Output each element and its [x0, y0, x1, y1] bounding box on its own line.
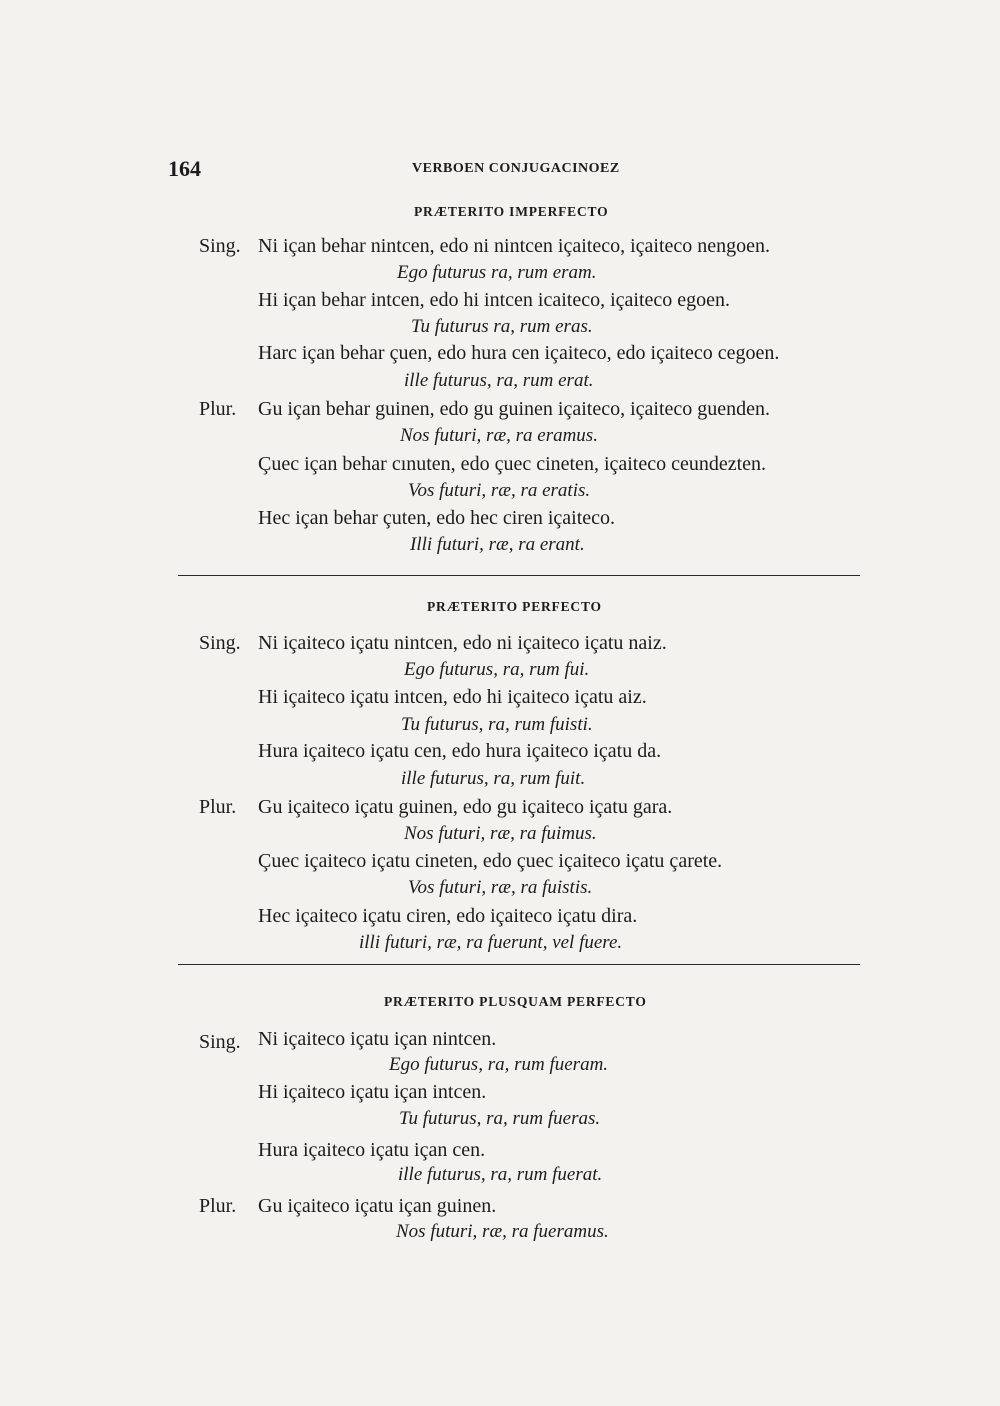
- row-label: Sing.: [199, 632, 241, 654]
- latin-line: ille futurus, ra, rum fuerat.: [398, 1164, 603, 1185]
- basque-line: Hi içan behar intcen, edo hi intcen icaiteco, içaiteco egoen.: [258, 289, 731, 311]
- latin-line: Tu futurus, ra, rum fueras.: [399, 1108, 601, 1129]
- basque-line: Ni içaiteco içatu nintcen, edo ni içaiteco içatu naiz.: [258, 632, 667, 654]
- latin-line: Tu futurus, ra, rum fuisti.: [401, 714, 593, 735]
- latin-line: Tu futurus ra, rum eras.: [411, 316, 593, 337]
- basque-line: Gu içaiteco içatu guinen, edo gu içaiteco içatu gara.: [258, 796, 673, 818]
- latin-line: Nos futuri, ræ, ra fueramus.: [396, 1221, 609, 1242]
- latin-line: Ego futurus ra, rum eram.: [397, 262, 597, 283]
- basque-line: Harc içan behar çuen, edo hura cen içaiteco, edo içaiteco cegoen.: [258, 342, 780, 364]
- basque-line: Çuec içan behar cınuten, edo çuec cineten, içaiteco ceundezten.: [258, 453, 767, 475]
- latin-line: Vos futuri, ræ, ra eratis.: [408, 480, 591, 501]
- basque-line: Gu içan behar guinen, edo gu guinen içaiteco, içaiteco guenden.: [258, 398, 771, 420]
- row-label: Sing.: [199, 235, 241, 257]
- basque-line: Hura içaiteco içatu içan cen.: [258, 1139, 486, 1161]
- section-title-plusquam-perfecto: PRÆTERITO PLUSQUAM PERFECTO: [384, 994, 647, 1009]
- latin-line: Nos futuri, ræ, ra fuimus.: [404, 823, 597, 844]
- latin-line: Vos futuri, ræ, ra fuistis.: [408, 877, 593, 898]
- basque-line: Hi içaiteco içatu içan intcen.: [258, 1081, 487, 1103]
- section-title-perfecto: PRÆTERITO PERFECTO: [427, 599, 602, 614]
- row-label: Plur.: [199, 398, 237, 420]
- basque-line: Gu içaiteco içatu içan guinen.: [258, 1195, 497, 1217]
- section-title-imperfecto: PRÆTERITO IMPERFECTO: [414, 204, 609, 219]
- row-label: Plur.: [199, 1195, 237, 1217]
- basque-line: Çuec içaiteco içatu cineten, edo çuec içaiteco içatu çarete.: [258, 850, 723, 872]
- row-label: Sing.: [199, 1031, 241, 1053]
- section-divider: [178, 964, 860, 965]
- latin-line: illi futuri, ræ, ra fuerunt, vel fuere.: [359, 932, 623, 953]
- basque-line: Hec içan behar çuten, edo hec ciren içaiteco.: [258, 507, 616, 529]
- running-head: VERBOEN CONJUGACINOEZ: [412, 161, 620, 176]
- latin-line: Nos futuri, ræ, ra eramus.: [400, 425, 598, 446]
- latin-line: ille futurus, ra, rum fuit.: [401, 768, 586, 789]
- latin-line: ille futurus, ra, rum erat.: [404, 370, 594, 391]
- basque-line: Hec içaiteco içatu ciren, edo içaiteco içatu dira.: [258, 905, 638, 927]
- section-divider: [178, 575, 860, 576]
- row-label: Plur.: [199, 796, 237, 818]
- basque-line: Hura içaiteco içatu cen, edo hura içaiteco içatu da.: [258, 740, 662, 762]
- latin-line: Ego futurus, ra, rum fui.: [404, 659, 590, 680]
- basque-line: Ni içan behar nintcen, edo ni nintcen içaiteco, içaiteco nengoen.: [258, 235, 771, 257]
- latin-line: Illi futuri, ræ, ra erant.: [410, 534, 585, 555]
- page-number: 164: [168, 156, 201, 181]
- basque-line: Ni içaiteco içatu içan nintcen.: [258, 1028, 497, 1050]
- latin-line: Ego futurus, ra, rum fueram.: [389, 1054, 609, 1075]
- basque-line: Hi içaiteco içatu intcen, edo hi içaiteco içatu aiz.: [258, 686, 647, 708]
